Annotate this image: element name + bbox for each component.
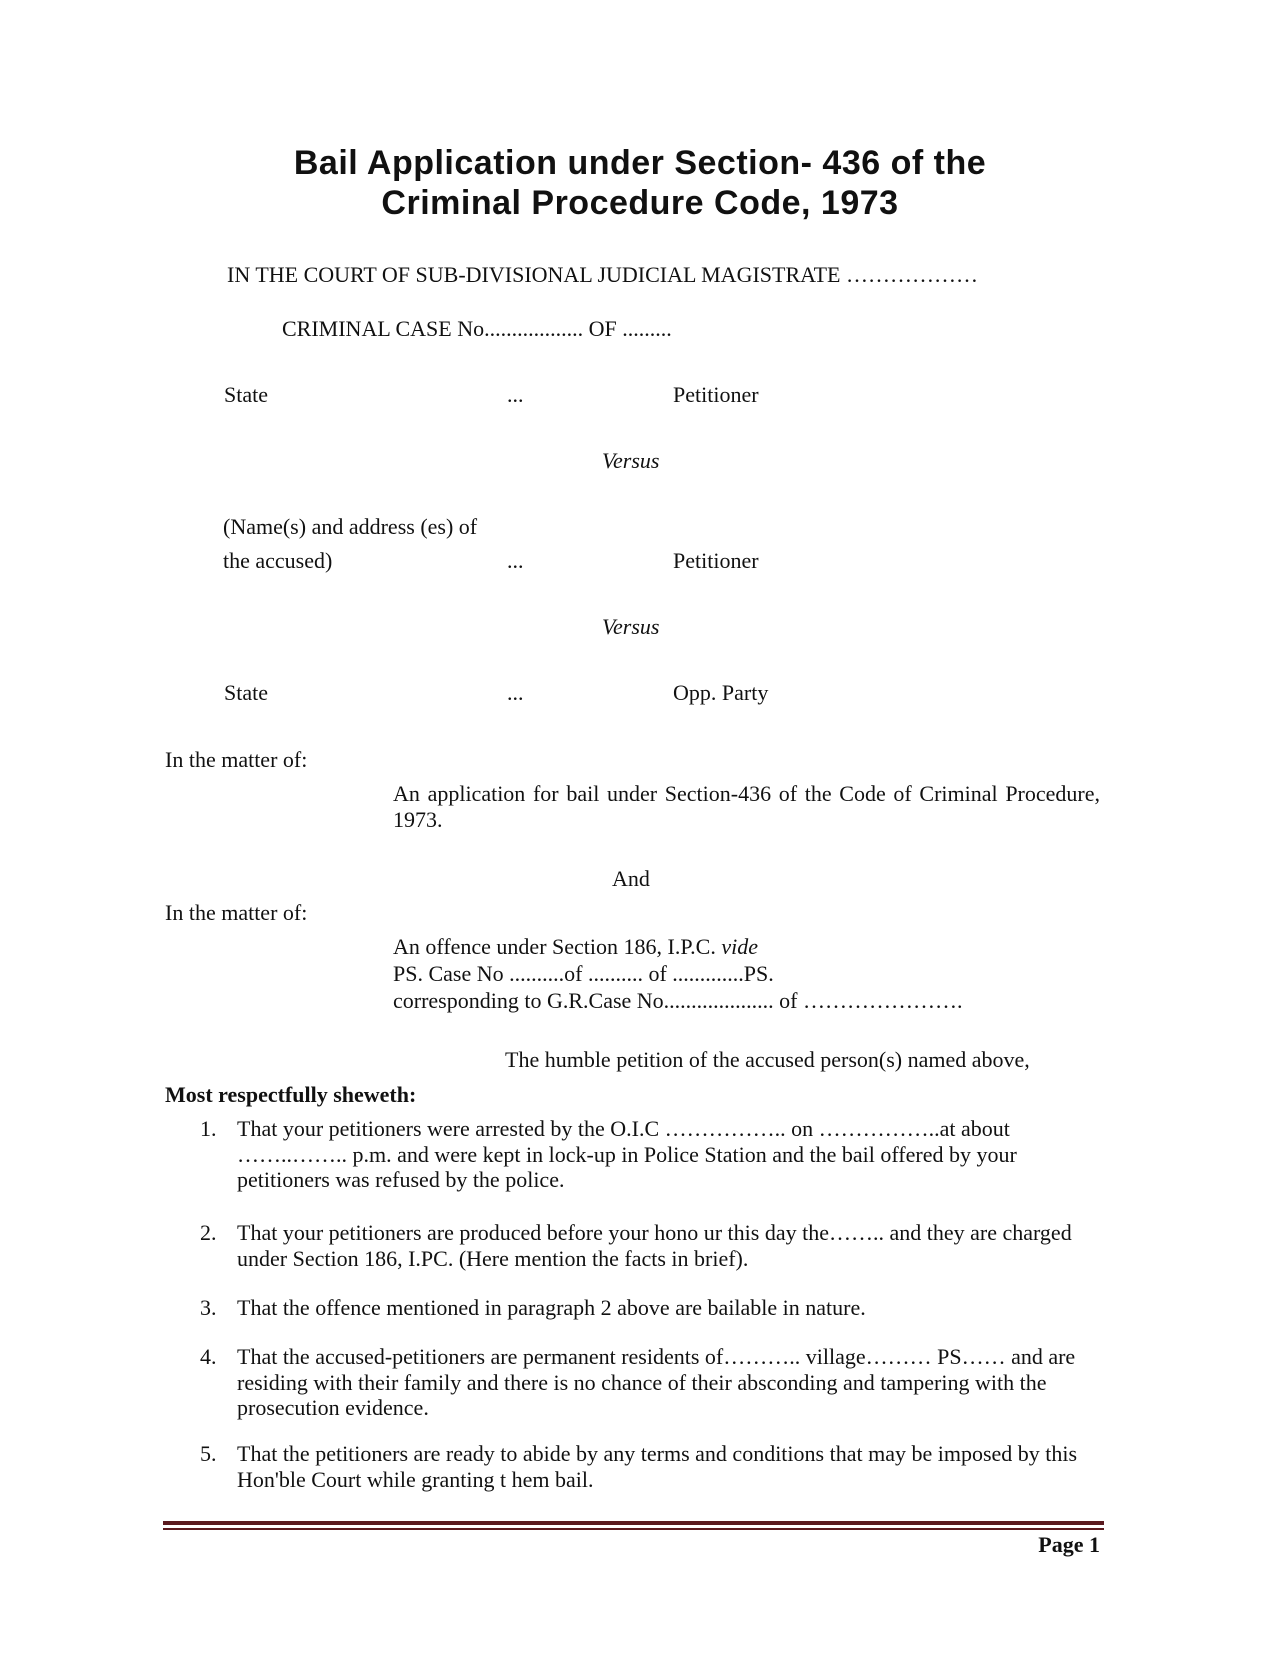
item-1-text: That your petitioners were arrested by the O.I.C …………….. on ……………..at about ……..…….. p.m. and were kept in lock-up in Police Station and the bail offered by your petitioners was refused by the police. — [237, 1116, 1017, 1193]
item-3-number: 3. — [200, 1295, 217, 1320]
court-line: IN THE COURT OF SUB-DIVISIONAL JUDICIAL MAGISTRATE ……………… — [227, 262, 978, 287]
party2-role: Petitioner — [673, 548, 759, 573]
matter2-vide: vide — [721, 934, 758, 959]
party3-dots: ... — [507, 680, 524, 705]
party1-dots: ... — [507, 382, 524, 407]
party1-name: State — [224, 382, 268, 407]
item-1-number: 1. — [200, 1116, 217, 1141]
footer-rule-thick — [163, 1521, 1104, 1525]
matter2-line2: PS. Case No ..........of .......... of .............PS. — [393, 961, 774, 986]
item-4-number: 4. — [200, 1344, 217, 1369]
party2-dots: ... — [507, 548, 524, 573]
item-5-number: 5. — [200, 1441, 217, 1466]
matter2-line3: corresponding to G.R.Case No.................... of …………………. — [393, 988, 963, 1013]
item-4-text: That the accused-petitioners are permanent residents of……….. village……… PS…… and are residing with their family and there is no chance of their absconding and tampering with the prosecution evidence. — [237, 1344, 1076, 1421]
matter2-line1 — [393, 934, 758, 959]
item-5-text: That the petitioners are ready to abide by any terms and conditions that may be imposed by this Hon'ble Court while granting t hem bail. — [237, 1441, 1078, 1492]
matter1-label: In the matter of: — [165, 747, 308, 772]
title-line-1: Bail Application under Section- 436 of the — [293, 144, 987, 182]
versus-2: Versus — [602, 614, 660, 639]
party3-role: Opp. Party — [673, 680, 769, 705]
footer-rule-thin — [163, 1528, 1104, 1530]
humble-petition: The humble petition of the accused person(s) named above, — [505, 1047, 1030, 1072]
matter2-offence-text: An offence under Section 186, I.P.C. — [393, 934, 716, 959]
sheweth-heading: Most respectfully sheweth: — [165, 1082, 417, 1107]
page-number: Page 1 — [1038, 1532, 1100, 1557]
party1-role: Petitioner — [673, 382, 759, 407]
party3-name: State — [224, 680, 268, 705]
matter1-text: An application for bail under Section-436 of the Code of Criminal Procedure, 1973. — [393, 781, 1100, 832]
item-2-number: 2. — [200, 1220, 217, 1245]
party2-name-line2: the accused) — [223, 548, 333, 573]
title-line-2: Criminal Procedure Code, 1973 — [381, 184, 899, 222]
matter2-label: In the matter of: — [165, 900, 308, 925]
item-3-text: That the offence mentioned in paragraph 2 above are bailable in nature. — [237, 1295, 866, 1320]
party2-name-line1: (Name(s) and address (es) of — [223, 514, 478, 539]
and-connector: And — [612, 866, 650, 891]
case-number-line: CRIMINAL CASE No.................. OF ......... — [282, 316, 672, 341]
item-2-text: That your petitioners are produced before your hono ur this day the…….. and they are charged under Section 186, I.PC. (Here mention the facts in brief). — [237, 1220, 1072, 1271]
versus-1: Versus — [602, 448, 660, 473]
